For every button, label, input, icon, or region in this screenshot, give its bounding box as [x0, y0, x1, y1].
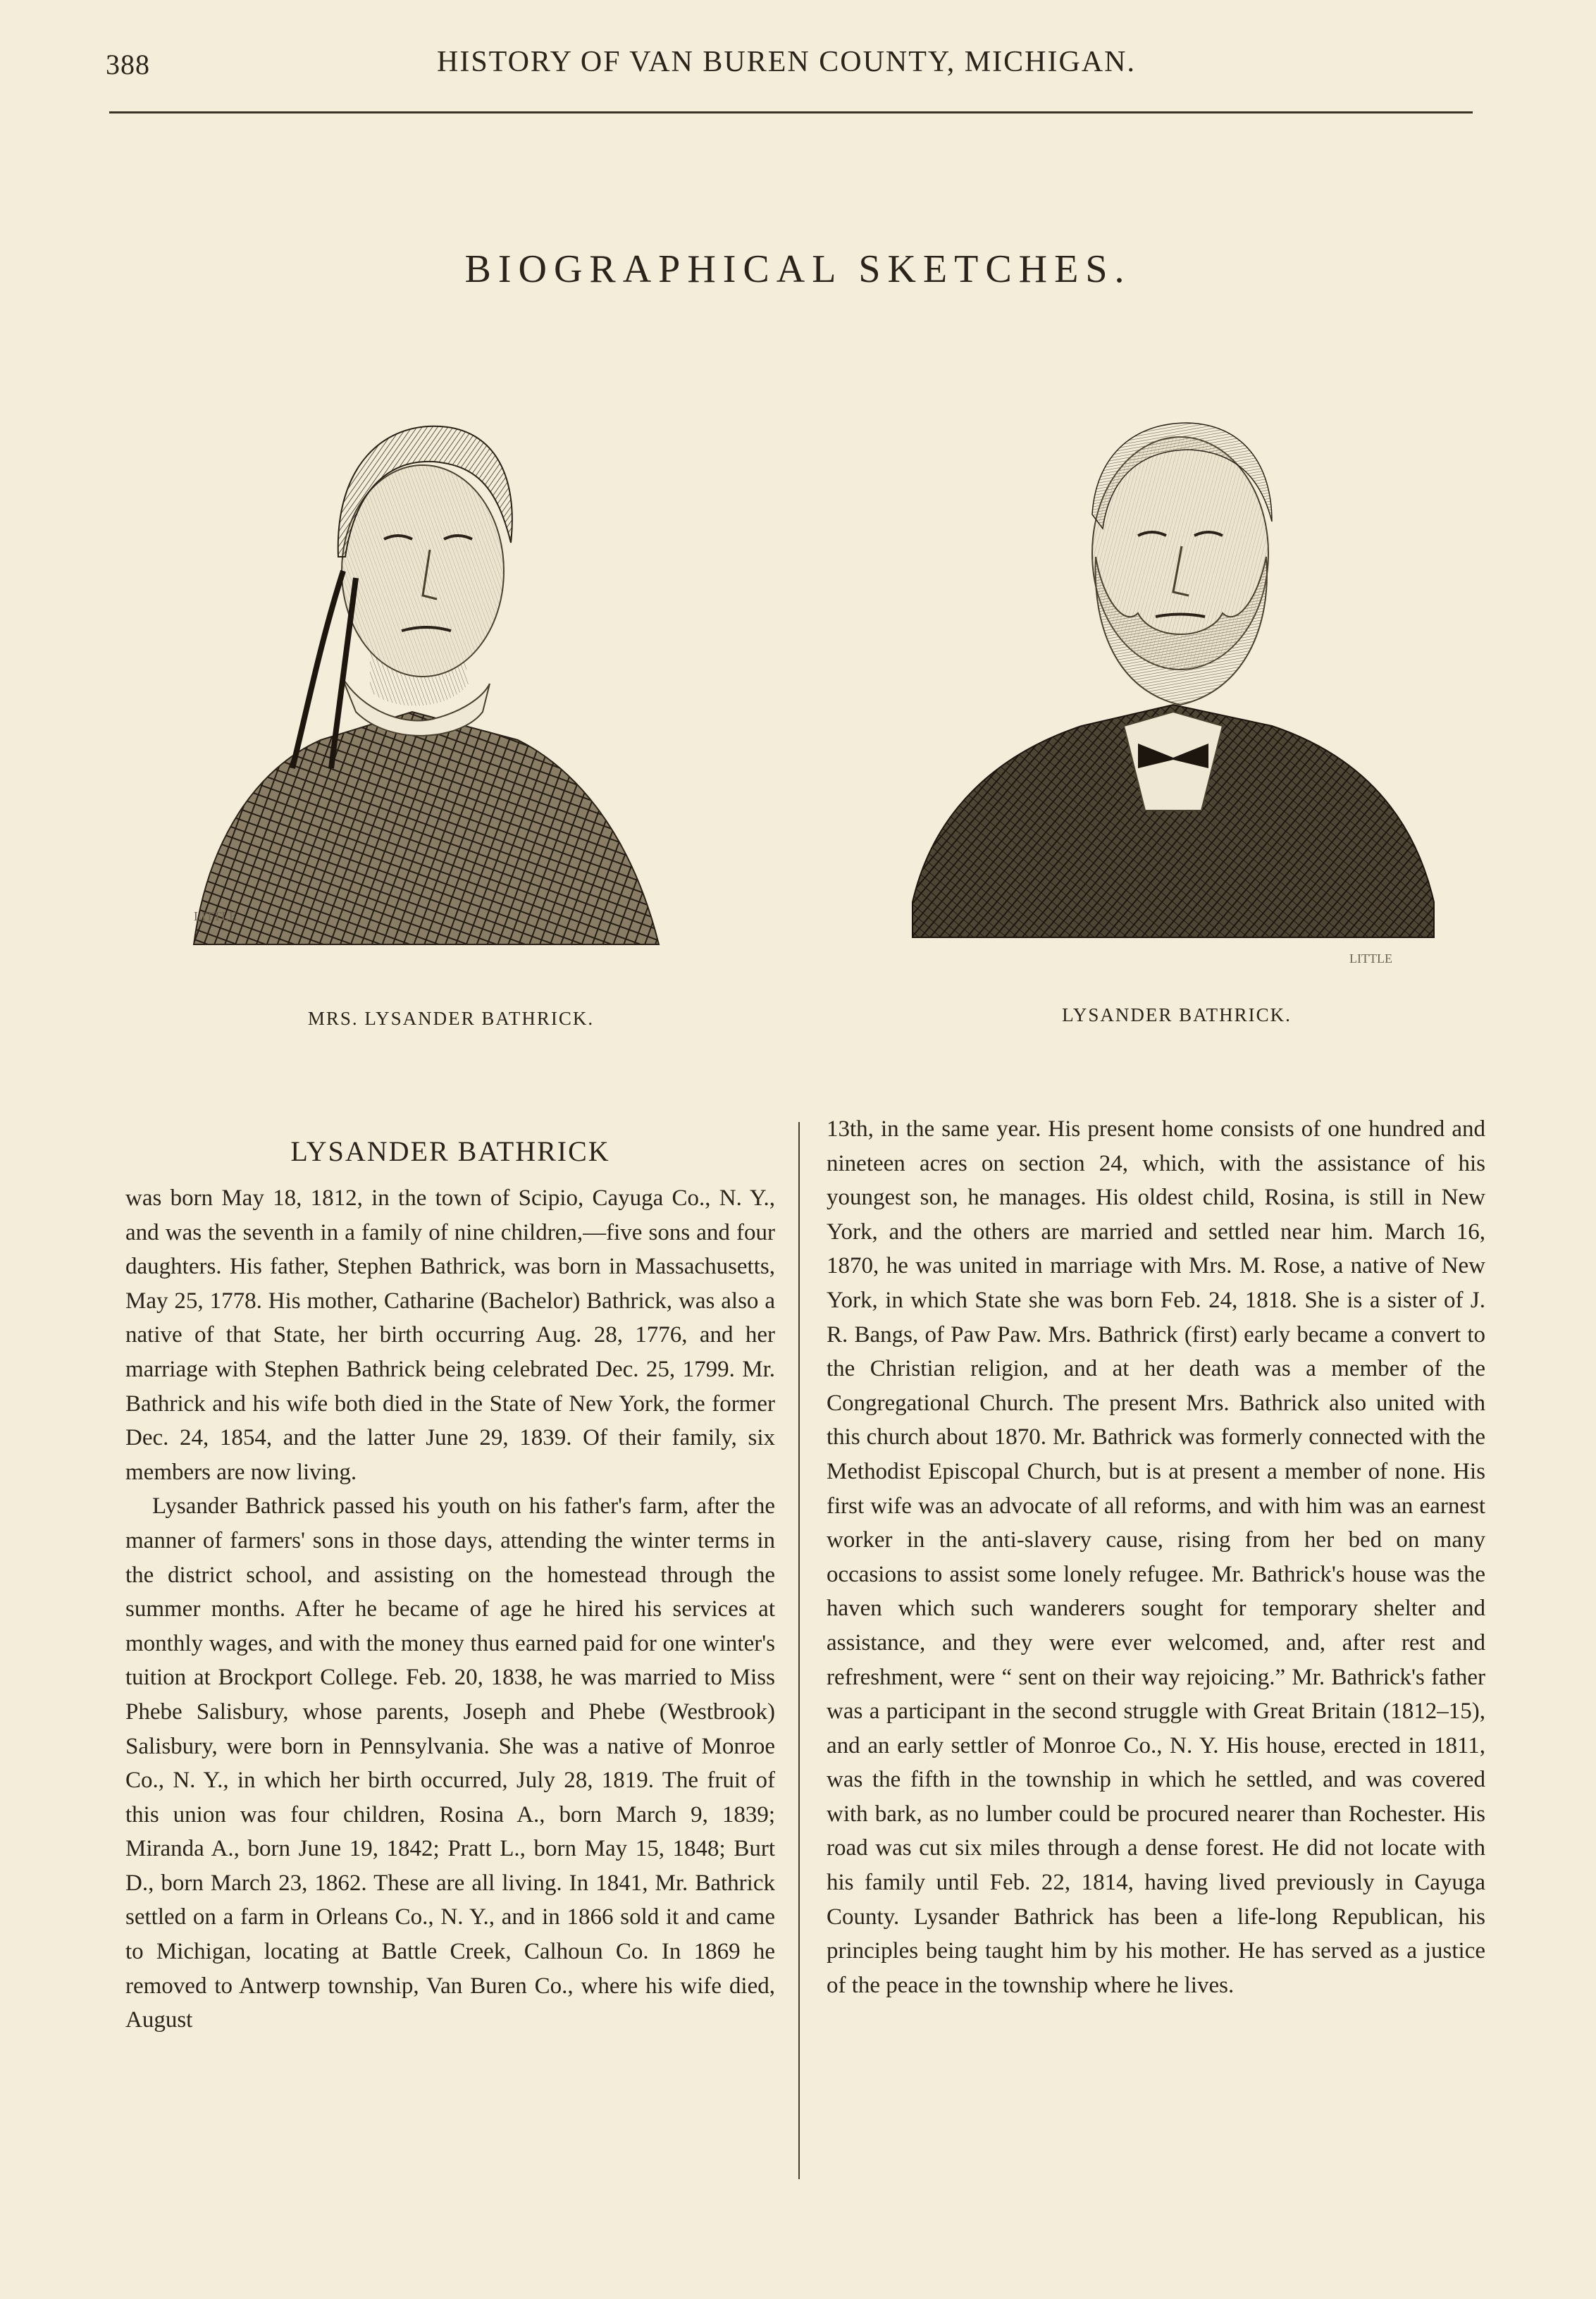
man-portrait-icon	[905, 374, 1448, 994]
text-column-left	[125, 1135, 775, 2038]
woman-portrait-icon	[180, 345, 673, 966]
section-title: BIOGRAPHICAL SKETCHES.	[464, 247, 1132, 291]
running-title: HISTORY OF VAN BUREN COUNTY, MICHIGAN.	[437, 46, 1136, 78]
column-divider	[798, 1122, 800, 2179]
paragraph: was born May 18, 1812, in the town of Scipio, Cayuga Co., N. Y., and was the seventh in a family of nine children,—five sons and four daughters. His father, Stephen Bathrick, was born in Massachusetts, May 25, 1778. His mother, Catharine (Bachelor) Bathrick, was also a native of that State, her birth occurring Aug. 28, 1776, and her marriage with Stephen Bathrick being celebrated Dec. 25, 1799. Mr. Bathrick and his wife both died in the State of New York, the former Dec. 24, 1854, and the latter June 29, 1839. Of their family, six members are now living.	[125, 1185, 775, 1485]
header-rule	[109, 111, 1473, 113]
paragraph: Lysander Bathrick passed his youth on his father's farm, after the manner of farmers' sons in those days, attending the winter terms in the district school, and assisting on the homestead through the summer months. After he became of age he hired his services at monthly wages, and with the money thus earned paid for one winter's tuition at Brockport College. Feb. 20, 1838, he was married to Miss Phebe Salisbury, whose parents, Joseph and Phebe (Westbrook) Salisbury, were born in Pennsylvania. She was a native of Monroe Co., N. Y., in which her birth occurred, July 28, 1819. The fruit of this union was four children, Rosina A., born March 9, 1839; Miranda A., born June 19, 1842; Pratt L., born May 15, 1848; Burt D., born March 23, 1862. These are all living. In 1841, Mr. Bathrick settled on a farm in Orleans Co., N. Y., and in 1866 sold it and came to Michigan, locating at Battle Creek, Calhoun Co. In 1869 he removed to Antwerp township, Van Buren Co., where his wife died, August	[125, 1493, 775, 2033]
engraver-signature: LITTLE	[194, 909, 237, 923]
paragraph: 13th, in the same year. His present home consists of one hundred and nineteen acres on section 24, which, with the assistance of his youngest son, he manages. His oldest child, Rosina, is still in New York, and the others are married and settled near him. March 16, 1870, he was united in marriage with Mrs. M. Rose, a native of New York, in which State she was born Feb. 24, 1818. She is a sister of J. R. Bangs, of Paw Paw. Mrs. Bathrick (first) early became a convert to the Christian religion, and at her death was a member of the Congregational Church. The present Mrs. Bathrick also united with this church about 1870. Mr. Bathrick was formerly connected with the Methodist Episcopal Church, but is at present a member of none. His first wife was an advocate of all reforms, and with him was an earnest worker in the anti-slavery cause, rising from her bed on many occasions to assist some lonely refugee. Mr. Bathrick's house was the haven which such wanderers sought for temporary shelter and assistance, and they were ever welcomed, and, after rest and refreshment, were “ sent on their way rejoicing.” Mr. Bathrick's father was a participant in the second struggle with Great Britain (1812–15), and an early settler of Monroe Co., N. Y. His house, erected in 1811, was the fifth in the township in which he settled, and was covered with bark, as no lumber could be procured nearer than Rochester. His road was cut six miles through a dense forest. He did not locate with his family until Feb. 22, 1814, having lived previously in Cayuga County. Lysander Bathrick has been a life-long Republican, his principles being taught him by his mother. He has served as a justice of the peace in the township where he lives.	[827, 1116, 1485, 1998]
text-column-right	[827, 1112, 1485, 2002]
page-number: 388	[106, 49, 150, 80]
portrait-caption-right: LYSANDER BATHRICK.	[1062, 1004, 1292, 1025]
engraver-signature: LITTLE	[1349, 951, 1392, 966]
page-header	[106, 41, 1487, 90]
article-title: LYSANDER BATHRICK	[290, 1135, 610, 1167]
portrait-caption-left: MRS. LYSANDER BATHRICK.	[307, 1008, 595, 1029]
